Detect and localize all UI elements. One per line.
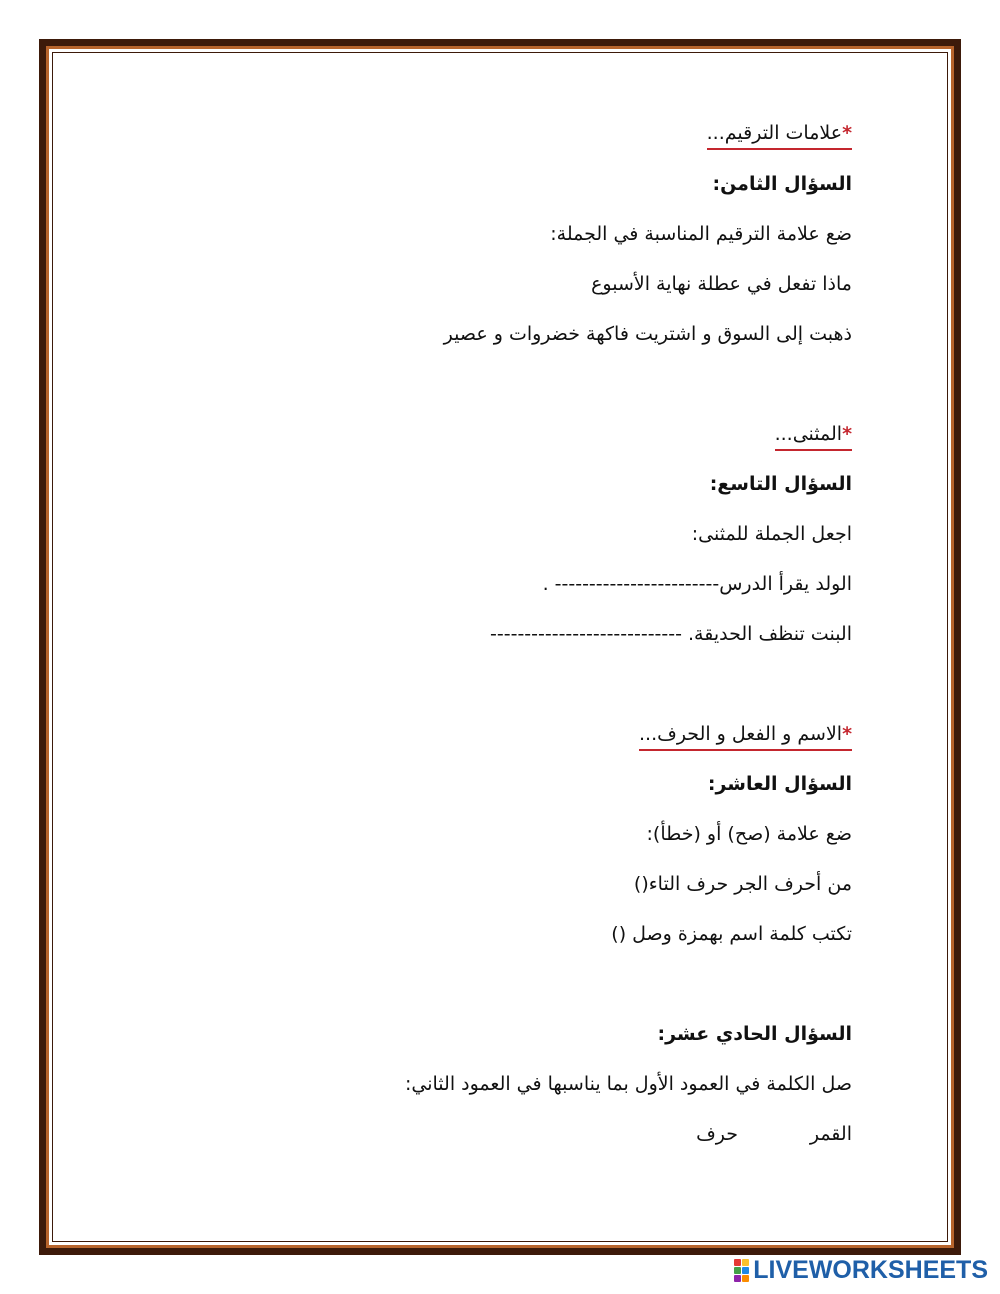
question-8-sentence-1: ماذا تفعل في عطلة نهاية الأسبوع xyxy=(591,273,852,295)
question-11-instruction: صل الكلمة في العمود الأول بما يناسبها في العمود الثاني: xyxy=(404,1073,852,1095)
question-9-instruction: اجعل الجملة للمثنى: xyxy=(691,523,852,545)
section-heading-punctuation xyxy=(707,120,852,150)
question-10-statement-2[interactable]: تكتب كلمة اسم بهمزة وصل () xyxy=(611,923,852,945)
matching-column-1-word[interactable]: القمر xyxy=(809,1123,852,1145)
question-9-sentence-1[interactable]: الولد يقرأ الدرس------------------------ . xyxy=(542,573,852,595)
question-8-sentence-2: ذهبت إلى السوق و اشتريت فاكهة خضروات و عصير xyxy=(443,323,852,345)
heading-star: * xyxy=(842,122,852,144)
section-heading-noun-verb-particle xyxy=(639,721,852,751)
heading-text: الاسم و الفعل و الحرف... xyxy=(639,723,843,745)
heading-star: * xyxy=(842,423,852,445)
question-10-title: السؤال العاشر: xyxy=(707,773,852,795)
heading-star: * xyxy=(842,723,852,745)
question-8-title: السؤال الثامن: xyxy=(712,173,852,195)
logo-squares-icon xyxy=(734,1259,749,1282)
heading-text: علامات الترقيم... xyxy=(706,122,843,144)
question-8-instruction: ضع علامة الترقيم المناسبة في الجملة: xyxy=(550,223,852,245)
question-10-instruction: ضع علامة (صح) أو (خطأ): xyxy=(646,823,852,845)
brand-name: LIVEWORKSHEETS xyxy=(753,1255,988,1284)
liveworksheets-logo[interactable] xyxy=(734,1256,988,1284)
section-heading-dual xyxy=(775,421,852,451)
question-9-title: السؤال التاسع: xyxy=(709,473,852,495)
heading-text: المثنى... xyxy=(774,423,843,445)
question-11-title: السؤال الحادي عشر: xyxy=(657,1023,852,1045)
question-9-sentence-2[interactable]: البنت تنظف الحديقة. ---------------------------- xyxy=(490,623,852,645)
matching-column-2-word[interactable]: حرف xyxy=(696,1123,738,1145)
question-10-statement-1[interactable]: من أحرف الجر حرف التاء() xyxy=(633,873,852,895)
